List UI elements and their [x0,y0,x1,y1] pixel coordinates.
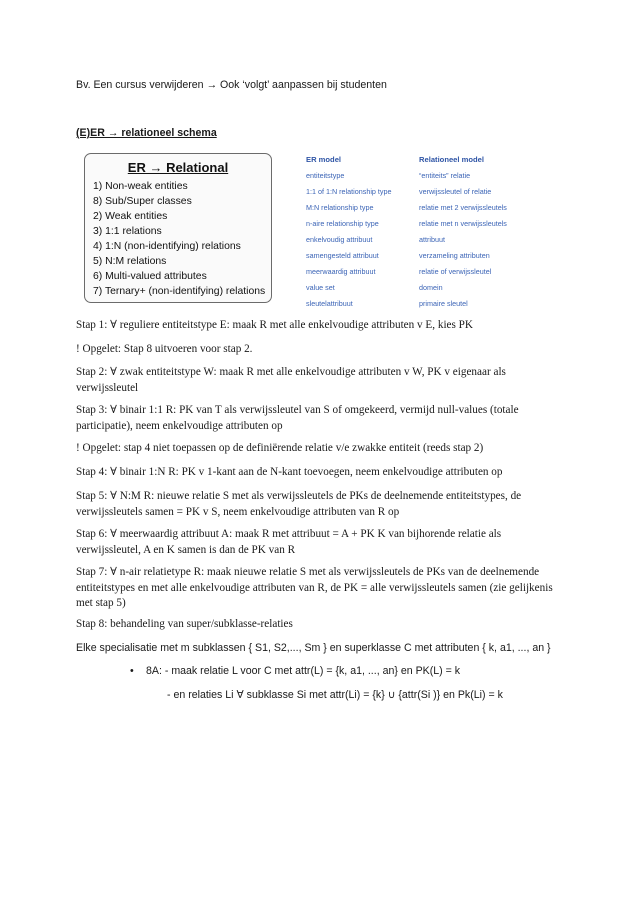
table-cell-er: enkelvoudig attribuut [306,234,373,244]
table-cell-er: meerwaardig attribuut [306,266,376,276]
table-cell-relational: verwijssleutel of relatie [419,186,492,196]
warning-step-8-before-2: ! Opgelet: Stap 8 uitvoeren voor stap 2. [76,343,253,355]
er-box-item: 3) 1:1 relations [93,226,162,237]
table-header-er: ER model [306,154,342,164]
table-header-relational: Relationeel model [419,154,484,164]
specialisation-line: Elke specialisatie met m subklassen { S1, S2,..., Sm } en superklasse C met attributen { k, a1, ..., an } [76,642,551,654]
table-row [306,247,507,263]
table-row [306,199,507,215]
table-cell-relational: attribuut [419,234,445,244]
intro-example-line: Bv. Een cursus verwijderen → Ook ‘volgt’ aanpassen bij studenten [76,79,387,91]
bullet-8a [130,664,566,679]
er-box-item: 7) Ternary+ (non-identifying) relations [93,286,266,297]
step-3: Stap 3: ∀ binair 1:1 R: PK van T als verwijssleutel van S of omgekeerd, vermijd null-values (totale participatie), neem enkelvoudige attributen op [76,404,519,432]
table-cell-relational: relatie met n verwijssleutels [419,218,507,228]
bullet-8a-subline: - en relaties Li ∀ subklasse Si met attr(Li) = {k} ∪ {attr(Si )} en Pk(Li) = k [167,689,503,701]
table-cell-er: samengesteld attribuut [306,250,379,260]
table-row [306,215,507,231]
step-5: Stap 5: ∀ N:M R: nieuwe relatie S met als verwijssleutels de PKs de deelnemende entiteitstypes, de verwijssleutels samen = PK v S, neem enkelvoudige attributen van R op [76,490,522,518]
table-row [306,263,507,279]
er-to-relational-box [84,153,272,303]
step-1: Stap 1: ∀ reguliere entiteitstype E: maak R met alle enkelvoudige attributen v E, kies PK [76,319,473,331]
table-row [306,279,507,295]
er-relational-mapping-table [306,151,507,311]
table-cell-er: value set [306,282,335,292]
table-cell-er: n-aire relationship type [306,218,379,228]
table-cell-relational: “entiteits” relatie [419,170,471,180]
table-cell-er: entiteitstype [306,170,345,180]
er-box-item: 6) Multi-valued attributes [93,271,207,282]
er-box-title: ER → Relational [127,160,229,175]
er-box-item: 5) N:M relations [93,256,167,267]
step-2: Stap 2: ∀ zwak entiteitstype W: maak R met alle enkelvoudige attributen v W, PK v eigenaar als verwijssleutel [76,366,506,394]
bullet-marker: • [130,665,134,677]
er-box-item: 2) Weak entities [93,211,168,222]
table-cell-er: sleutelattribuut [306,298,353,308]
step-7: Stap 7: ∀ n-air relatietype R: maak nieuwe relatie S met als verwijssleutels de PKs van de deelnemende entiteitstypes en met alle enkelvoudige attributen van R, de PK = alle verwijssleutels samen (zie gelijkenis met stap 5) [76,566,553,609]
table-cell-relational: verzameling attributen [419,250,490,260]
section-heading: (E)ER → relationeel schema [76,127,217,139]
step-8: Stap 8: behandeling van super/subklasse-relaties [76,618,293,630]
step-6: Stap 6: ∀ meerwaardig attribuut A: maak R met attribuut = A + PK K van bijhorende relatie als verwijssleutel, A en K samen is dan de PK van R [76,528,502,556]
table-row [306,183,507,199]
table-row [306,167,507,183]
warning-step-4: ! Opgelet: stap 4 niet toepassen op de definiërende relatie v/e zwakke entiteit (reeds stap 2) [76,442,484,454]
bullet-8a-text: 8A: - maak relatie L voor C met attr(L) = {k, a1, ..., an} en PK(L) = k [146,665,461,677]
table-cell-relational: primaire sleutel [419,298,468,308]
table-cell-relational: relatie met 2 verwijssleutels [419,202,507,212]
er-box-list [93,179,265,299]
table-row [306,231,507,247]
er-box-item: 4) 1:N (non-identifying) relations [93,241,241,252]
step-4: Stap 4: ∀ binair 1:N R: PK v 1-kant aan de N-kant toevoegen, neem enkelvoudige attributen op [76,466,503,478]
er-box-item: 8) Sub/Super classes [93,196,192,207]
table-cell-er: 1:1 of 1:N relationship type [306,186,392,196]
table-row [306,295,507,311]
table-cell-er: M:N relationship type [306,202,374,212]
er-box-item: 1) Non-weak entities [93,181,188,192]
table-cell-relational: domein [419,282,443,292]
table-cell-relational: relatie of verwijssleutel [419,266,492,276]
table-header-row [306,151,507,167]
